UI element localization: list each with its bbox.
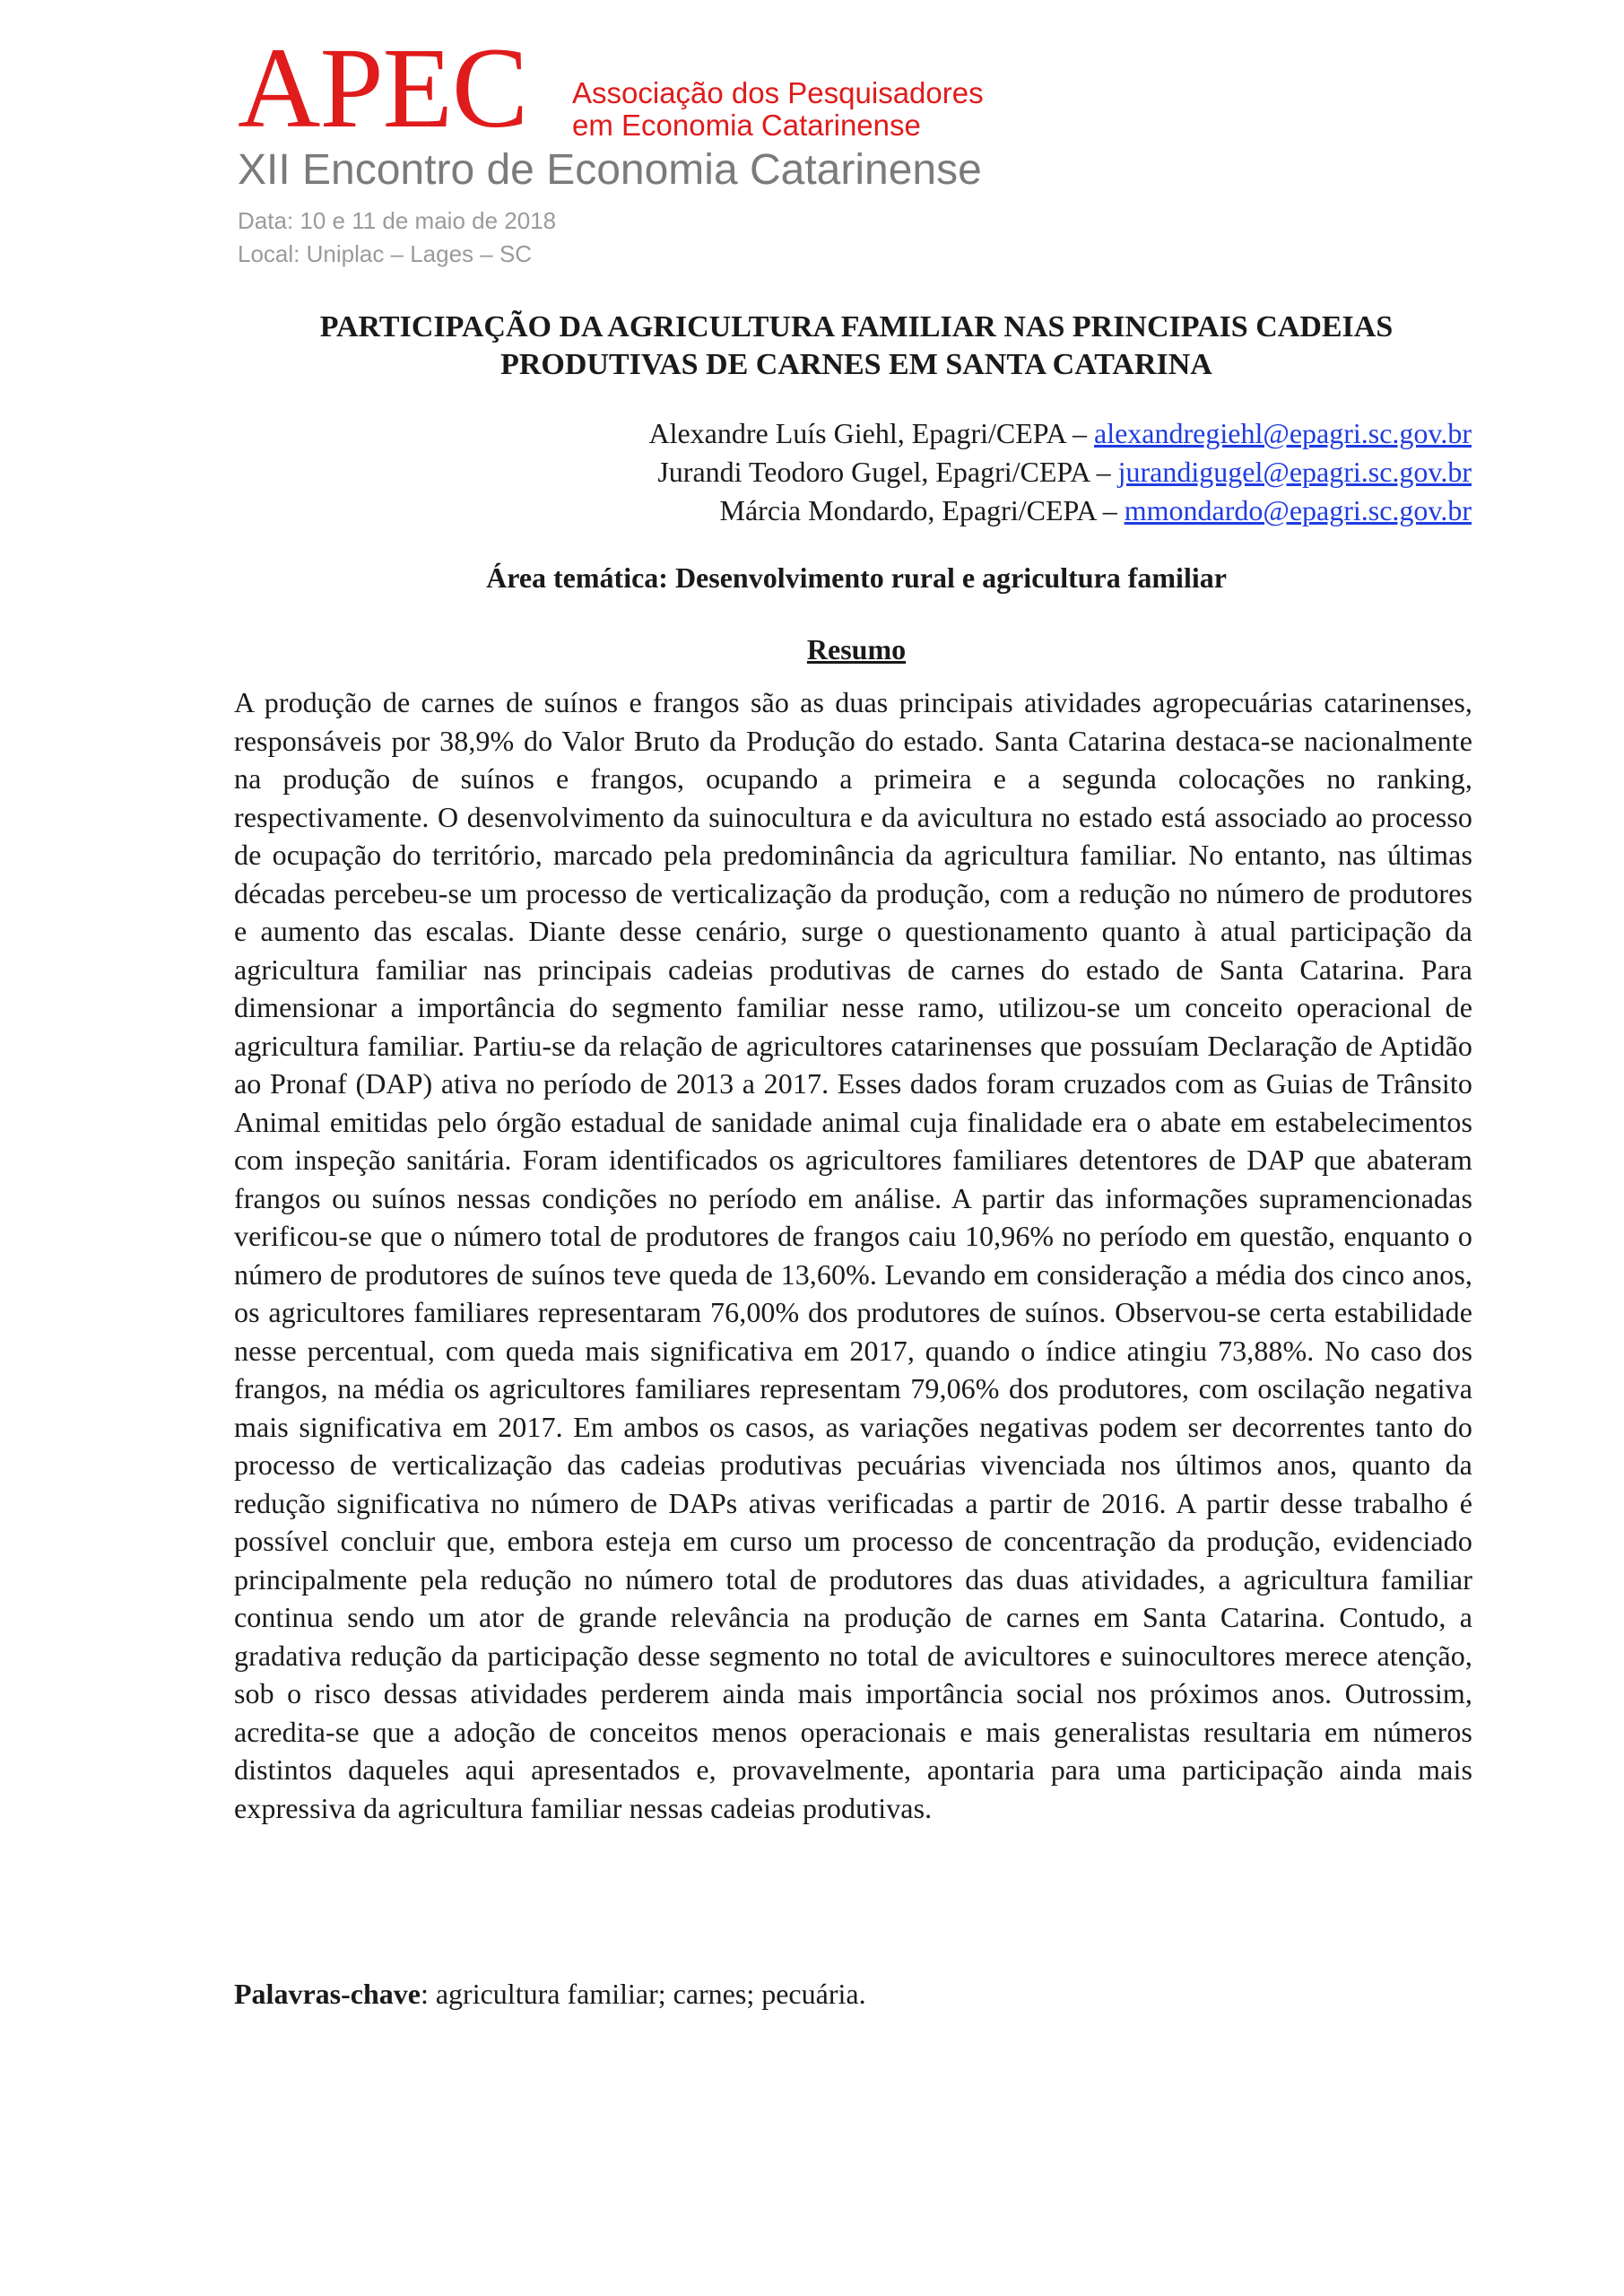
abstract-heading: Resumo bbox=[806, 633, 907, 665]
author-email-link[interactable]: jurandigugel@epagri.sc.gov.br bbox=[1117, 456, 1472, 488]
keywords bbox=[234, 1975, 1472, 2013]
org-name-line-1: Associação dos Pesquisadores bbox=[572, 76, 984, 109]
logo-wordmark: APEC bbox=[238, 24, 528, 152]
event-location: Local: Uniplac – Lages – SC bbox=[238, 240, 533, 267]
logo-org-name bbox=[572, 77, 984, 142]
event-date: Data: 10 e 11 de maio de 2018 bbox=[238, 207, 557, 234]
author-email-link[interactable]: mmondardo@epagri.sc.gov.br bbox=[1124, 494, 1472, 526]
thematic-area: Área temática: Desenvolvimento rural e agricultura familiar bbox=[486, 561, 1227, 594]
abstract-body: A produção de carnes de suínos e frangos são as duas principais atividades agropecuárias catarinenses, responsáveis por 38,9% do Valor Bruto da Produção do estado. Santa Catarina destaca-se nacionalmente na produção de suínos e frangos, ocupando a primeira e a segunda colocações no ranking, respectivamente. O desenvolvimento da suinocultura e da avicultura no estado está associado ao processo de ocupação do território, marcado pela predominância da agricultura familiar. No entanto, nas últimas décadas percebeu-se um processo de verticalização da produção, com a redução no número de produtores e aumento das escalas. Diante desse cenário, surge o questionamento quanto à atual participação da agricultura familiar nas principais cadeias produtivas de carnes do estado de Santa Catarina. Para dimensionar a importância do segmento familiar nesse ramo, utilizou-se um conceito operacional de agricultura familiar. Partiu-se da relação de agricultores catarinenses que possuíam Declaração de Aptidão ao Pronaf (DAP) ativa no período de 2013 a 2017. Esses dados foram cruzados com as Guias de Trânsito Animal emitidas pelo órgão estadual de sanidade animal cuja finalidade era o abate em estabelecimentos com inspeção sanitária. Foram identificados os agricultores familiares detentores de DAP que abateram frangos ou suínos nessas condições no período em análise. A partir das informações supramencionadas verificou-se que o número total de produtores de frangos caiu 10,96% no período em questão, enquanto o número de produtores de suínos teve queda de 13,60%. Levando em consideração a média dos cinco anos, os agricultores familiares representaram 76,00% dos produtores de suínos. Observou-se certa estabilidade nesse percentual, com queda mais significativa em 2017, quando o índice atingiu 73,88%. No caso dos frangos, na média os agricultores familiares representam 79,06% dos produtores, com oscilação negativa mais significativa em 2017. Em ambos os casos, as variações negativas podem ser decorrentes tanto do processo de verticalização das cadeias produtivas pecuárias vivenciada nos últimos anos, quanto da redução significativa no número de DAPs ativas verificadas a partir de 2016. A partir desse trabalho é possível concluir que, embora esteja em curso um processo de concentração da produção, evidenciado principalmente pela redução no número total de produtores das duas atividades, a agricultura familiar continua sendo um ator de grande relevância na produção de carnes em Santa Catarina. Contudo, a gradativa redução da participação desse segmento no total de avicultores e suinocultores merece atenção, sob o risco dessas atividades perderem ainda mais importância social nos próximos anos. Outrossim, acredita-se que a adoção de conceitos menos operacionais e mais generalistas resultaria em números distintos daqueles aqui apresentados e, provavelmente, apontaria para uma participação ainda mais expressiva da agricultura familiar nessas cadeias produtivas. bbox=[234, 686, 1472, 1824]
author-entry bbox=[648, 453, 1472, 491]
author-name: Márcia Mondardo, Epagri/CEPA – bbox=[719, 494, 1125, 526]
event-name: XII Encontro de Economia Catarinense bbox=[238, 146, 982, 194]
keywords-label: Palavras-chave bbox=[234, 1978, 421, 2010]
author-name: Jurandi Teodoro Gugel, Epagri/CEPA – bbox=[657, 456, 1118, 488]
keywords-list: : agricultura familiar; carnes; pecuária. bbox=[420, 1978, 866, 2010]
author-list bbox=[648, 414, 1472, 530]
event-header bbox=[238, 24, 1045, 276]
title-line-2: PRODUTIVAS DE CARNES EM SANTA CATARINA bbox=[500, 348, 1212, 381]
author-entry bbox=[648, 414, 1472, 453]
paper-title bbox=[179, 309, 1533, 384]
apec-logo bbox=[238, 24, 1045, 152]
author-email-link[interactable]: alexandregiehl@epagri.sc.gov.br bbox=[1094, 417, 1472, 449]
author-entry bbox=[648, 491, 1472, 530]
author-name: Alexandre Luís Giehl, Epagri/CEPA – bbox=[648, 417, 1094, 449]
title-line-1: PARTICIPAÇÃO DA AGRICULTURA FAMILIAR NAS PRINCIPAIS CADEIAS bbox=[319, 310, 1394, 344]
org-name-line-2: em Economia Catarinense bbox=[572, 109, 921, 142]
